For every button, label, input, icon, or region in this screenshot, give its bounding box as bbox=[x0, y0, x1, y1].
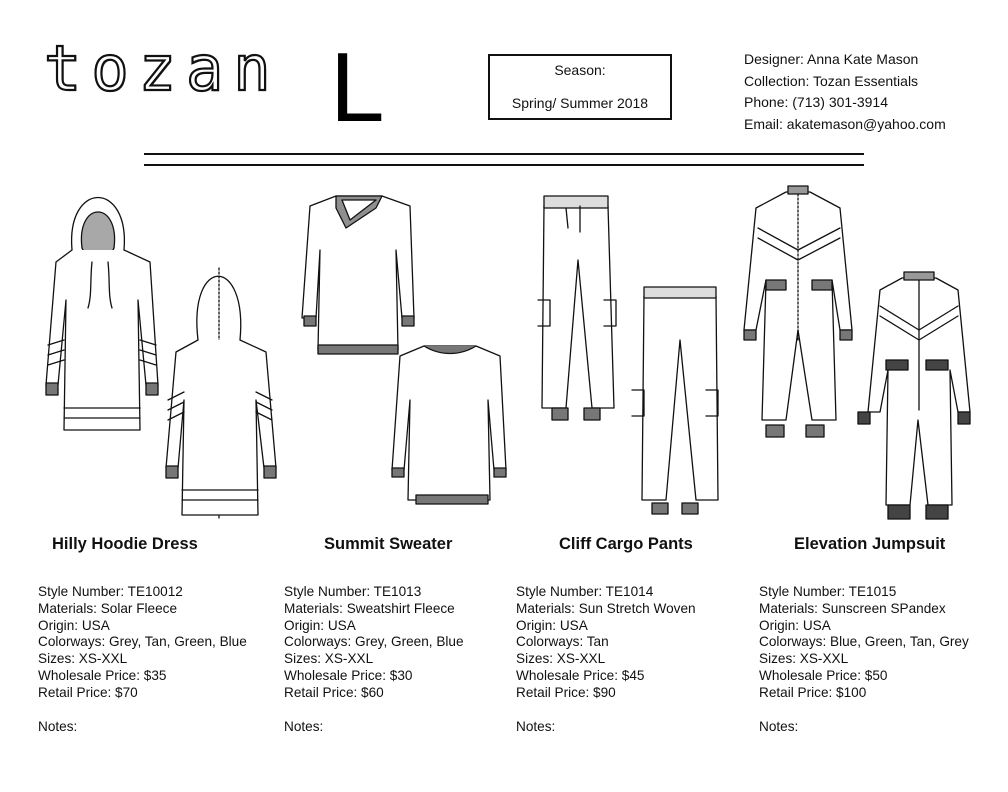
phone-line: Phone: (713) 301-3914 bbox=[744, 94, 888, 110]
spec-block-hilly-hoodie-dress bbox=[38, 584, 247, 735]
sizes: Sizes: XS-XXL bbox=[38, 651, 128, 667]
product-name-cliff-cargo-pants: Cliff Cargo Pants bbox=[559, 535, 693, 553]
cargo-pants-back-illustration bbox=[632, 287, 718, 514]
sizes: Sizes: XS-XXL bbox=[516, 651, 606, 667]
origin: Origin: USA bbox=[284, 617, 356, 633]
wholesale-price: Wholesale Price: $30 bbox=[284, 667, 413, 683]
retail-price: Retail Price: $100 bbox=[759, 684, 867, 700]
colorways: Colorways: Tan bbox=[516, 634, 609, 650]
sizes: Sizes: XS-XXL bbox=[759, 651, 849, 667]
product-name-summit-sweater: Summit Sweater bbox=[324, 535, 453, 553]
product-name-elevation-jumpsuit: Elevation Jumpsuit bbox=[794, 535, 946, 553]
retail-price: Retail Price: $90 bbox=[516, 684, 616, 700]
wholesale-price: Wholesale Price: $45 bbox=[516, 667, 645, 683]
sizes: Sizes: XS-XXL bbox=[284, 651, 374, 667]
designer-line: Designer: Anna Kate Mason bbox=[744, 51, 919, 67]
season-value: Spring/ Summer 2018 bbox=[511, 95, 649, 111]
notes-label: Notes: bbox=[38, 718, 78, 734]
materials: Materials: Sun Stretch Woven bbox=[516, 600, 696, 616]
wholesale-price: Wholesale Price: $50 bbox=[759, 667, 888, 683]
colorways: Colorways: Grey, Green, Blue bbox=[284, 634, 464, 650]
origin: Origin: USA bbox=[38, 617, 110, 633]
style-number: Style Number: TE10012 bbox=[38, 584, 183, 599]
notes-label: Notes: bbox=[516, 718, 556, 734]
materials: Materials: Solar Fleece bbox=[38, 600, 178, 616]
collection-line: Collection: Tozan Essentials bbox=[744, 72, 919, 89]
brand-wordmark: tozan bbox=[44, 32, 281, 105]
retail-price: Retail Price: $70 bbox=[38, 684, 138, 700]
sweater-front-illustration bbox=[302, 196, 414, 354]
hoodie-dress-front-illustration bbox=[46, 198, 158, 431]
sweater-back-illustration bbox=[392, 346, 506, 504]
email-line: Email: akatemason@yahoo.com bbox=[744, 115, 946, 132]
notes-label: Notes: bbox=[759, 718, 799, 734]
jumpsuit-back-illustration bbox=[858, 272, 970, 519]
jumpsuit-front-illustration bbox=[744, 186, 852, 437]
colorways: Colorways: Grey, Tan, Green, Blue bbox=[38, 634, 247, 650]
style-number: Style Number: TE1014 bbox=[516, 584, 654, 599]
spec-block-elevation-jumpsuit bbox=[759, 584, 969, 735]
cargo-pants-front-illustration bbox=[538, 196, 616, 420]
season-label: Season: bbox=[554, 62, 606, 78]
materials: Materials: Sweatshirt Fleece bbox=[284, 600, 455, 616]
retail-price: Retail Price: $60 bbox=[284, 684, 384, 700]
origin: Origin: USA bbox=[516, 617, 588, 633]
spec-block-summit-sweater bbox=[284, 584, 464, 735]
origin: Origin: USA bbox=[759, 617, 831, 633]
colorways: Colorways: Blue, Green, Tan, Grey bbox=[759, 634, 969, 650]
hoodie-dress-back-illustration bbox=[166, 268, 276, 520]
materials: Materials: Sunscreen SPandex bbox=[759, 600, 946, 616]
notes-label: Notes: bbox=[284, 718, 324, 734]
style-number: Style Number: TE1015 bbox=[759, 584, 897, 599]
style-number: Style Number: TE1013 bbox=[284, 584, 422, 599]
brand-mark: L bbox=[330, 32, 385, 142]
product-name-hilly-hoodie-dress: Hilly Hoodie Dress bbox=[52, 535, 198, 553]
spec-block-cliff-cargo-pants bbox=[516, 584, 696, 735]
wholesale-price: Wholesale Price: $35 bbox=[38, 667, 167, 683]
